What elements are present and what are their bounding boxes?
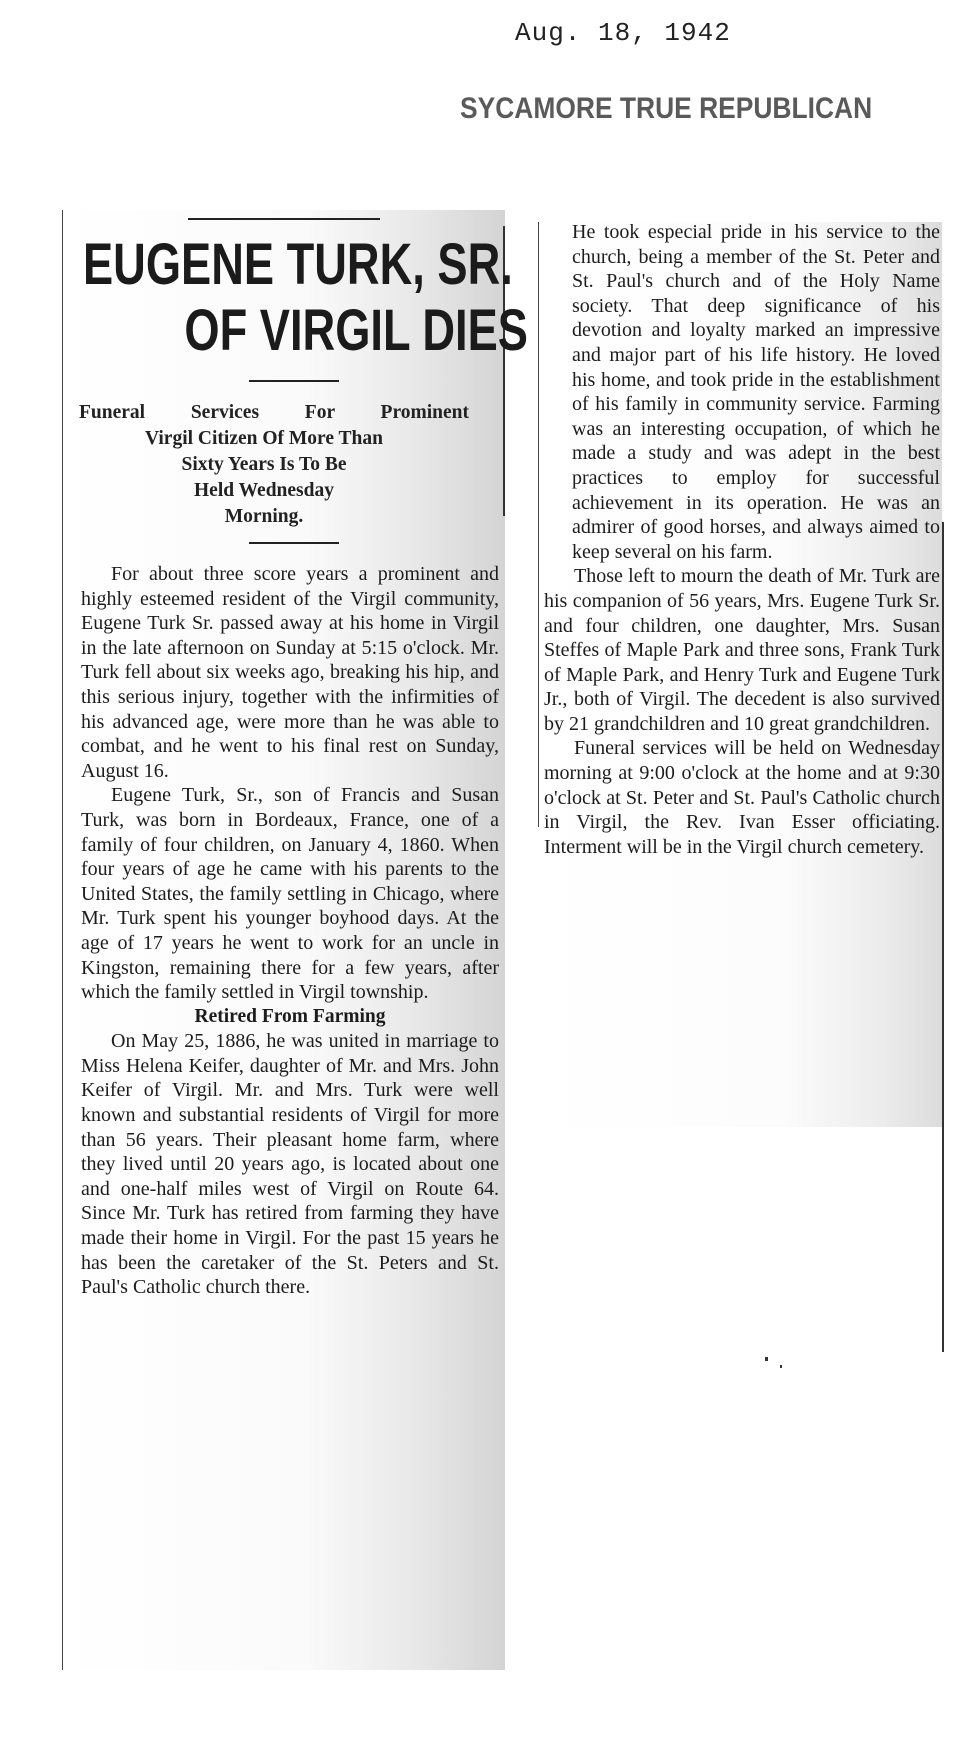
headline-line-1: EUGENE TURK, SR.: [83, 232, 513, 297]
paragraph: Those left to mourn the death of Mr. Turk are his companion of 56 years, Mrs. Eugene Turk Sr. and four children, one daughter, Mrs. Susan Steffes of Maple Park and three sons, Frank Turk of Maple Park, and Henry Turk and Eugene Turk Jr., both of Virgil. The decedent is also survived by 21 grandchildren and 10 great grandchildren.: [544, 565, 940, 735]
article-left-column: [62, 210, 528, 1670]
paragraph: On May 25, 1886, he was united in marriage to Miss Helena Keifer, daughter of Mr. and Mrs. John Keifer of Virgil. Mr. and Mrs. Turk were well known and substantial residents of Virgil for more than 56 years. Their pleasant home farm, where they lived until 20 years ago, is located about one and one-half miles west of Virgil on Route 64. Since Mr. Turk has retired from farming they have made their home in Virgil. For the past 15 years he has been the caretaker of the St. Peters and St. Paul's Catholic church there.: [81, 1030, 499, 1299]
paragraph: Eugene Turk, Sr., son of Francis and Susan Turk, was born in Bordeaux, France, one of a family of four children, on January 4, 1860. When four years of age he came with his parents to the United States, the family settling in Chicago, where Mr. Turk spent his younger boyhood days. At the age of 17 years he went to work for an uncle in Kingston, remaining there for a few years, after which the family settled in Virgil township.: [81, 784, 499, 1004]
paragraph: Funeral services will be held on Wednesday morning at 9:00 o'clock at the home and at 9:30 o'clock at St. Peter and St. Paul's Catholic church in Virgil, the Rev. Ivan Esser officiating. Interment will be in the Virgil church cemetery.: [544, 737, 940, 858]
speck: [765, 1357, 768, 1361]
section-heading: Retired From Farming: [194, 1005, 386, 1027]
speck: [780, 1365, 782, 1368]
separator-rule: [249, 380, 339, 382]
separator-rule-2: [249, 542, 339, 544]
column-rule-left: [538, 222, 539, 827]
column-rule-right: [942, 522, 944, 1352]
subheadline-line-5: Morning.: [224, 506, 304, 527]
newspaper-name-stamp: SYCAMORE TRUE REPUBLICAN: [460, 92, 873, 125]
subheadline-line-1: Funeral Services For Prominent: [79, 402, 469, 423]
subheadline-line-4: Held Wednesday: [194, 480, 334, 501]
headline: [83, 232, 528, 364]
top-rule: [188, 218, 380, 220]
subheadline-line-3: Sixty Years Is To Be: [181, 454, 347, 475]
paragraph: He took especial pride in his service to the church, being a member of the St. Peter and St. Paul's church and of the Holy Name society. That deep significance of his devotion and loyalty marked an impressive and major part of his life history. He loved his home, and took pride in the establishment of his family in community service. Farming was an interesting occupation, of which he made a study and was adept in the best practices to employ for successful achievement in its operation. He was an admirer of good horses, and always aimed to keep several on his farm.: [572, 221, 940, 563]
paragraph: For about three score years a prominent and highly esteemed resident of the Virgil community, Eugene Turk Sr. passed away at his home in Virgil in the late afternoon on Sunday at 5:15 o'clock. Mr. Turk fell about six weeks ago, breaking his hip, and this serious injury, together with the infirmities of his advanced age, were more than he was able to combat, and he went to his final rest on Sunday, August 16.: [81, 563, 499, 782]
subheadline: [29, 400, 499, 530]
article-right-column: [540, 222, 942, 1127]
subheadline-line-2: Virgil Citizen Of More Than: [145, 428, 383, 449]
article-body-right: [544, 220, 940, 859]
article-body-left: [81, 562, 499, 1300]
date-stamp: Aug. 18, 1942: [515, 18, 731, 48]
headline-line-2: OF VIRGIL DIES: [184, 298, 528, 363]
